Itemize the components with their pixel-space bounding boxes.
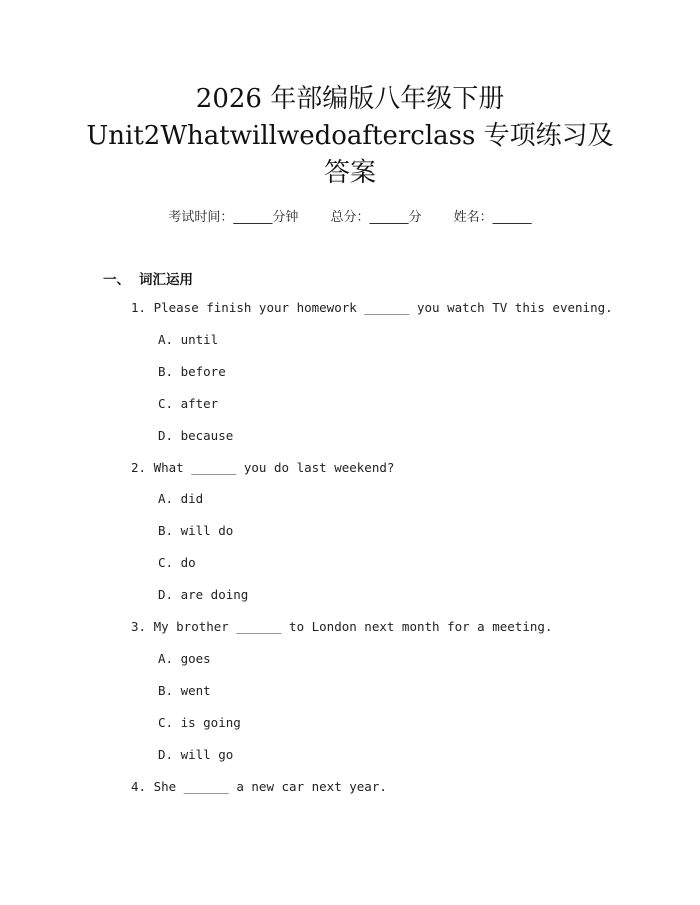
question-3-option-b: B. went xyxy=(158,683,211,698)
document-title-line-3: 答案 xyxy=(323,158,376,188)
question-1-option-a: A. until xyxy=(158,332,219,347)
exam-name: 姓名：______ xyxy=(453,210,532,225)
question-3-option-d: D. will go xyxy=(158,747,234,762)
exam-time: 考试时间：______分钟 xyxy=(168,210,299,225)
question-1: 1. Please finish your homework ______ you watch TV this evening. xyxy=(131,300,613,315)
question-2-option-d: D. are doing xyxy=(158,587,249,602)
question-1-option-b: B. before xyxy=(158,364,226,379)
exam-info xyxy=(0,206,700,225)
question-1-option-d: D. because xyxy=(158,428,234,443)
question-3-option-a: A. goes xyxy=(158,651,211,666)
exam-score: 总分：______分 xyxy=(330,210,422,225)
section-heading xyxy=(103,268,193,288)
section-number: 一、 xyxy=(103,272,130,288)
document-title-line-2: Unit2Whatwillwedoafterclass 专项练习及 xyxy=(86,121,614,151)
question-3-option-c: C. is going xyxy=(158,715,241,730)
question-2-option-b: B. will do xyxy=(158,523,234,538)
document-title-line-1: 2026 年部编版八年级下册 xyxy=(195,84,505,114)
question-1-option-c: C. after xyxy=(158,396,219,411)
question-3: 3. My brother ______ to London next month for a meeting. xyxy=(131,619,553,634)
question-2-option-c: C. do xyxy=(158,555,196,570)
section-label: 词汇运用 xyxy=(139,272,193,288)
question-2: 2. What ______ you do last weekend? xyxy=(131,460,395,475)
question-2-option-a: A. did xyxy=(158,491,204,506)
question-4: 4. She ______ a new car next year. xyxy=(131,779,387,794)
